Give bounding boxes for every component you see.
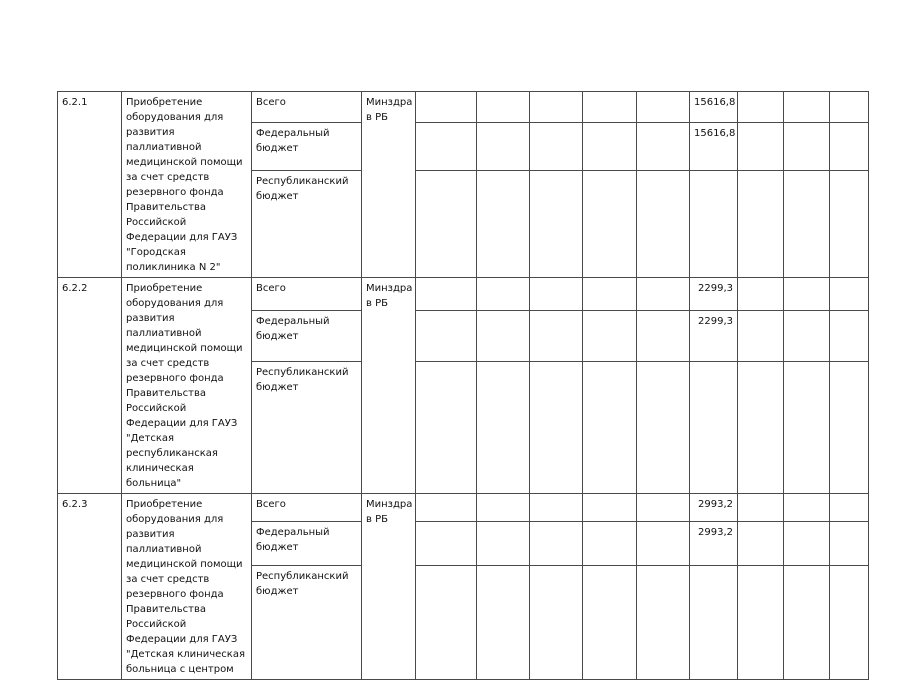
table-cell [477, 566, 530, 680]
table-cell [784, 522, 830, 566]
table-cell [830, 494, 869, 522]
amount-cell: 2299,3 [690, 311, 738, 362]
table-cell [784, 361, 830, 493]
table-cell [583, 92, 637, 123]
funding-source: Республиканский бюджет [252, 566, 362, 680]
row-code: 6.2.1 [58, 92, 122, 278]
amount-cell: 2993,2 [690, 522, 738, 566]
funding-source: Федеральный бюджет [252, 522, 362, 566]
funding-source: Федеральный бюджет [252, 311, 362, 362]
table-cell [784, 311, 830, 362]
table-cell [784, 278, 830, 311]
table-cell [784, 123, 830, 171]
table-cell [477, 170, 530, 277]
table-cell [583, 522, 637, 566]
amount-cell [690, 566, 738, 680]
row-executor: Минздра в РБ [362, 92, 416, 278]
table-cell [477, 123, 530, 171]
table-cell [416, 494, 477, 522]
table-cell [738, 123, 784, 171]
table-cell [830, 92, 869, 123]
table-cell [637, 566, 690, 680]
table-row [58, 92, 869, 123]
document-page [57, 91, 868, 680]
table-cell [416, 566, 477, 680]
table-cell [530, 170, 583, 277]
table-cell [583, 566, 637, 680]
funding-source: Республиканский бюджет [252, 170, 362, 277]
table-cell [583, 278, 637, 311]
table-cell [637, 311, 690, 362]
table-cell [416, 522, 477, 566]
table-cell [530, 278, 583, 311]
table-cell [738, 311, 784, 362]
table-cell [830, 311, 869, 362]
funding-source: Республиканский бюджет [252, 361, 362, 493]
row-executor: Минздра в РБ [362, 494, 416, 680]
budget-table [57, 91, 869, 680]
row-executor: Минздра в РБ [362, 278, 416, 494]
table-cell [416, 278, 477, 311]
amount-cell: 2299,3 [690, 278, 738, 311]
row-description: Приобретение оборудования для развития паллиативной медицинской помощи за счет средств резервного фонда Правительства Российской Федерации для ГАУЗ "Детская республиканская клиническая больница" [122, 278, 252, 494]
table-cell [477, 522, 530, 566]
table-cell [416, 311, 477, 362]
table-cell [738, 494, 784, 522]
amount-cell: 2993,2 [690, 494, 738, 522]
table-cell [738, 170, 784, 277]
table-cell [477, 494, 530, 522]
table-cell [784, 92, 830, 123]
table-cell [477, 92, 530, 123]
funding-source: Всего [252, 92, 362, 123]
table-cell [530, 123, 583, 171]
table-cell [738, 278, 784, 311]
table-cell [416, 92, 477, 123]
amount-cell: 15616,8 [690, 92, 738, 123]
row-description: Приобретение оборудования для развития паллиативной медицинской помощи за счет средств резервного фонда Правительства Российской Федерации для ГАУЗ "Детская клиническая больница с центром [122, 494, 252, 680]
table-cell [637, 361, 690, 493]
table-cell [738, 566, 784, 680]
table-cell [477, 278, 530, 311]
table-cell [784, 566, 830, 680]
table-cell [637, 170, 690, 277]
table-cell [637, 494, 690, 522]
table-cell [830, 566, 869, 680]
amount-cell: 15616,8 [690, 123, 738, 171]
funding-source: Всего [252, 278, 362, 311]
table-cell [530, 311, 583, 362]
table-cell [738, 92, 784, 123]
table-cell [637, 123, 690, 171]
table-cell [637, 92, 690, 123]
funding-source: Федеральный бюджет [252, 123, 362, 171]
table-cell [477, 361, 530, 493]
table-cell [416, 123, 477, 171]
table-cell [583, 494, 637, 522]
table-cell [583, 170, 637, 277]
row-description: Приобретение оборудования для развития паллиативной медицинской помощи за счет средств резервного фонда Правительства Российской Федерации для ГАУЗ "Городская поликлиника N 2" [122, 92, 252, 278]
table-cell [830, 361, 869, 493]
row-code: 6.2.2 [58, 278, 122, 494]
table-cell [583, 361, 637, 493]
table-cell [530, 361, 583, 493]
table-cell [530, 566, 583, 680]
table-cell [477, 311, 530, 362]
table-cell [416, 170, 477, 277]
amount-cell [690, 361, 738, 493]
table-cell [637, 522, 690, 566]
table-cell [530, 494, 583, 522]
table-cell [830, 170, 869, 277]
table-cell [416, 361, 477, 493]
table-cell [784, 170, 830, 277]
table-row [58, 494, 869, 522]
table-row [58, 278, 869, 311]
table-cell [738, 522, 784, 566]
row-code: 6.2.3 [58, 494, 122, 680]
table-cell [530, 522, 583, 566]
table-cell [583, 311, 637, 362]
amount-cell [690, 170, 738, 277]
table-cell [530, 92, 583, 123]
table-cell [830, 522, 869, 566]
table-cell [637, 278, 690, 311]
table-cell [830, 123, 869, 171]
table-cell [738, 361, 784, 493]
table-cell [583, 123, 637, 171]
funding-source: Всего [252, 494, 362, 522]
table-cell [784, 494, 830, 522]
table-cell [830, 278, 869, 311]
